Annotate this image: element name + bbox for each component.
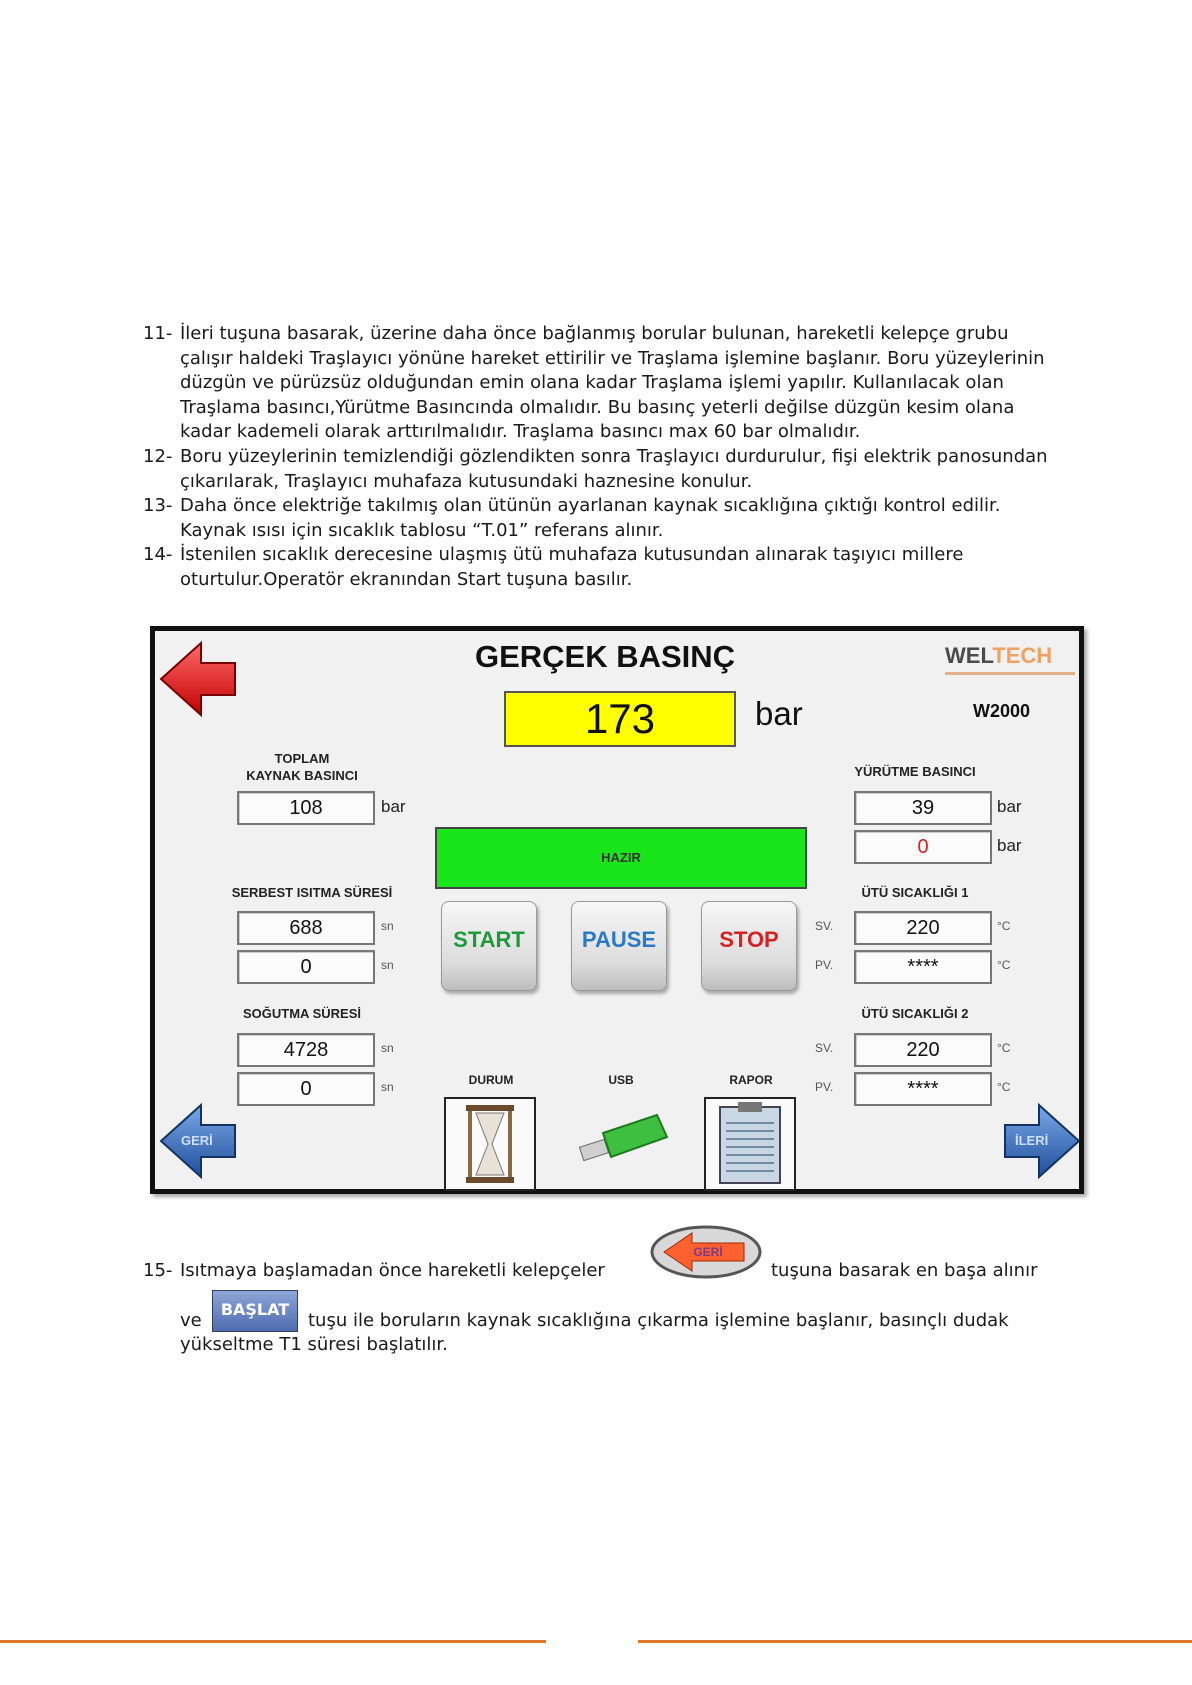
brand-logo	[945, 643, 1075, 677]
sn-unit: sn	[381, 1080, 394, 1094]
screen-title: GERÇEK BASINÇ	[474, 639, 736, 674]
utu2-pv-field: ****	[854, 1072, 992, 1106]
utu1-label: ÜTÜ SICAKLIĞI 1	[861, 885, 969, 900]
celsius-unit: °C	[997, 919, 1011, 933]
ileri-button[interactable]	[1001, 1101, 1081, 1181]
step-line: Daha önce elektriğe takılmış olan ütünün ayarlanan kaynak sıcaklığına çıktığı kontrol edilir.	[180, 495, 1001, 517]
sn-unit: sn	[381, 919, 394, 933]
sogutma-label: SOĞUTMA SÜRESİ	[243, 1006, 361, 1021]
step-12	[143, 445, 1083, 494]
hmi-screen	[150, 626, 1084, 1194]
step-number: 13-	[143, 495, 173, 517]
step-line: İleri tuşuna basarak, üzerine daha önce bağlanmış borular bulunan, hareketli kelepçe grubu	[180, 323, 1009, 344]
inline-geri-label: GERİ	[693, 1245, 723, 1259]
sogutma-field-2[interactable]: 0	[237, 1072, 375, 1106]
status-indicator: HAZIR	[435, 827, 807, 889]
step-line: Traşlama basıncı,Yürütme Basıncında olmalıdır. Bu basınç yeterli değilse düzgün kesim olana	[180, 396, 1015, 418]
sv-label: SV.	[815, 919, 834, 933]
toplam-label-1: TOPLAM	[274, 751, 330, 766]
brand-logo-part-b: TECH	[992, 643, 1053, 668]
step-line: tuşu ile boruların kaynak sıcaklığına çıkarma işlemine başlanır, basınçlı dudak	[308, 1310, 1009, 1331]
footer-divider-right	[638, 1640, 1192, 1643]
utu2-label: ÜTÜ SICAKLIĞI 2	[861, 1006, 969, 1021]
stop-button[interactable]: STOP	[701, 901, 797, 991]
celsius-unit: °C	[997, 958, 1011, 972]
step-line: İstenilen sıcaklık derecesine ulaşmış ütü muhafaza kutusundan alınarak taşıyıcı millere	[180, 544, 964, 566]
pv-label: PV.	[815, 1080, 834, 1094]
pressure-display: 173	[504, 691, 736, 747]
step-line: kadar kademeli olarak arttırılmalıdır. Traşlama basıncı max 60 bar olmalıdır.	[180, 421, 861, 443]
step-line: düzgün ve pürüzsüz olduğundan emin olana kadar Traşlama işlemi yapılır. Kullanılacak olan	[180, 372, 1004, 394]
model-label: W2000	[973, 701, 1031, 721]
serbest-isitma-field-2[interactable]: 0	[237, 950, 375, 984]
geri-button[interactable]	[159, 1101, 239, 1181]
footer-divider-left	[0, 1640, 546, 1643]
serbest-isitma-field-1[interactable]: 688	[237, 911, 375, 945]
sv-label: SV.	[815, 1041, 834, 1055]
serbest-isitma-label: SERBEST ISITMA SÜRESİ	[231, 885, 393, 900]
geri-oval-icon	[650, 1225, 762, 1279]
utu2-sv-field[interactable]: 220	[854, 1033, 992, 1067]
step-line: çıkarılarak, Traşlayıcı muhafaza kutusundaki haznesine konulur.	[180, 470, 753, 492]
utu1-pv-field: ****	[854, 950, 992, 984]
ileri-label: İLERİ	[1015, 1133, 1049, 1148]
durum-button[interactable]	[444, 1097, 536, 1191]
rapor-label: RAPOR	[729, 1073, 773, 1087]
clipboard-icon	[706, 1099, 794, 1189]
sn-unit: sn	[381, 1041, 394, 1055]
sogutma-field-1[interactable]: 4728	[237, 1033, 375, 1067]
step-14	[143, 543, 1083, 592]
step-line: tuşuna basarak en başa alınır	[771, 1260, 1038, 1281]
back-arrow-red-icon[interactable]	[159, 639, 239, 719]
usb-drive-icon[interactable]	[575, 1103, 671, 1173]
yurutme-field-1[interactable]: 39	[854, 791, 992, 825]
step-number: 11-	[143, 323, 173, 344]
instruction-steps	[143, 322, 1083, 593]
brand-logo-part-a: WEL	[945, 643, 993, 668]
hourglass-icon	[446, 1099, 534, 1189]
durum-label: DURUM	[468, 1073, 514, 1087]
step-number: 12-	[143, 445, 173, 467]
inline-geri-button[interactable]	[650, 1225, 762, 1279]
toplam-label-2: KAYNAK BASINCI	[246, 768, 358, 783]
step-line: Kaynak ısısı için sıcaklık tablosu “T.01” referans alınır.	[180, 519, 664, 541]
step-line: Boru yüzeylerinin temizlendiği gözlendikten sonra Traşlayıcı durdurulur, fişi elektrik panosundan	[180, 445, 1048, 467]
bar-unit: bar	[997, 797, 1022, 816]
yurutme-field-2[interactable]: 0	[854, 830, 992, 864]
toplam-pressure-field[interactable]: 108	[237, 791, 375, 825]
yurutme-label: YÜRÜTME BASINCI	[854, 764, 976, 779]
step-number: 15-	[143, 1260, 173, 1281]
usb-label: USB	[608, 1073, 634, 1087]
pressure-unit: bar	[755, 695, 803, 732]
celsius-unit: °C	[997, 1041, 1011, 1055]
step-line: çalışır haldeki Traşlayıcı yönüne hareket ettirilir ve Traşlama işlemine başlanır. Boru yüzeylerinin	[180, 347, 1045, 369]
geri-label: GERİ	[181, 1133, 213, 1148]
bar-unit: bar	[381, 797, 406, 816]
step-13	[143, 494, 1083, 543]
step-line: yükseltme T1 süresi başlatılır.	[180, 1334, 448, 1355]
start-button[interactable]: START	[441, 901, 537, 991]
step-number: 14-	[143, 544, 173, 566]
step-line: ve	[180, 1310, 202, 1331]
utu1-sv-field[interactable]: 220	[854, 911, 992, 945]
rapor-button[interactable]	[704, 1097, 796, 1191]
inline-baslat-button[interactable]: BAŞLAT	[212, 1290, 298, 1332]
step-line: Isıtmaya başlamadan önce hareketli kelepçeler	[180, 1260, 605, 1281]
step-11	[143, 322, 1083, 445]
pv-label: PV.	[815, 958, 834, 972]
celsius-unit: °C	[997, 1080, 1011, 1094]
sn-unit: sn	[381, 958, 394, 972]
pause-button[interactable]: PAUSE	[571, 901, 667, 991]
bar-unit: bar	[997, 836, 1022, 855]
step-line: oturtulur.Operatör ekranından Start tuşuna basılır.	[180, 568, 633, 590]
